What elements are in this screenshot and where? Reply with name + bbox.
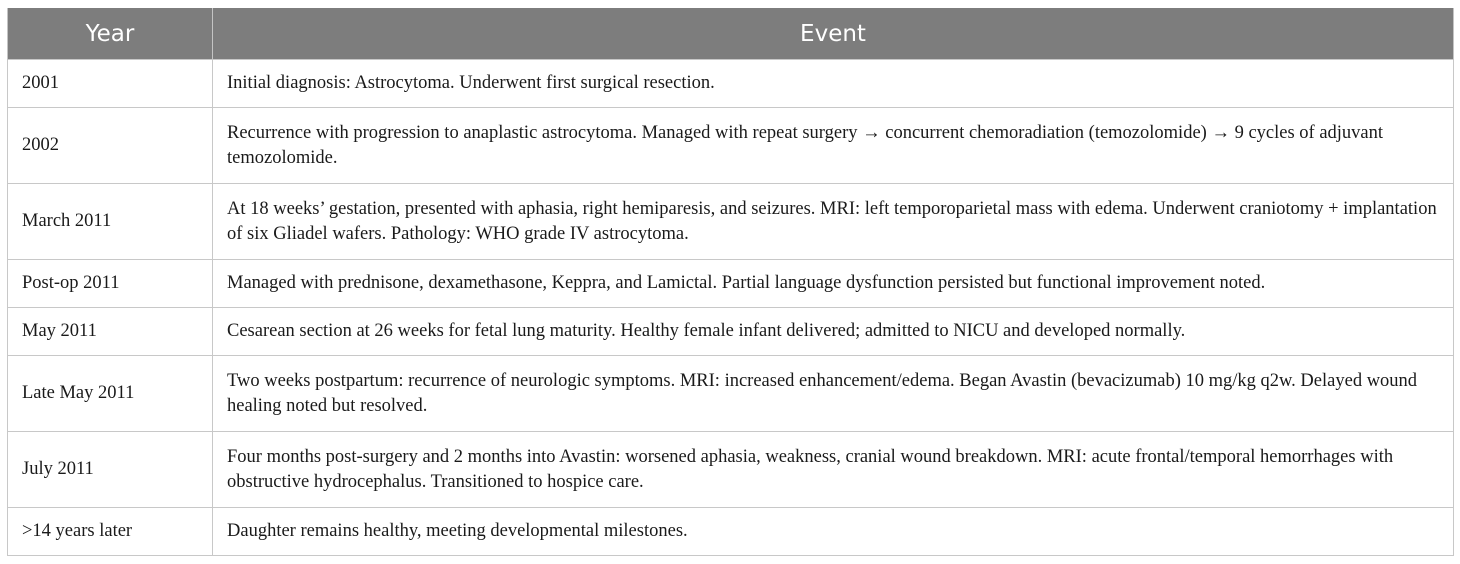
event-cell: Daughter remains healthy, meeting developmental milestones.	[213, 508, 1454, 556]
year-cell: July 2011	[8, 432, 213, 508]
year-cell: 2001	[8, 60, 213, 108]
event-cell: At 18 weeks’ gestation, presented with aphasia, right hemiparesis, and seizures. MRI: left temporoparietal mass with edema. Underwent craniotomy + implantation of six Gliadel wafers. Pathology: WHO grade IV astrocytoma.	[213, 184, 1454, 260]
year-cell: Post-op 2011	[8, 260, 213, 308]
table-row	[8, 108, 1454, 184]
event-cell: Cesarean section at 26 weeks for fetal lung maturity. Healthy female infant delivered; admitted to NICU and developed normally.	[213, 308, 1454, 356]
event-cell: Four months post-surgery and 2 months into Avastin: worsened aphasia, weakness, cranial wound breakdown. MRI: acute frontal/temporal hemorrhages with obstructive hydrocephalus. Transitioned to hospice care.	[213, 432, 1454, 508]
table-row	[8, 508, 1454, 556]
event-cell: Initial diagnosis: Astrocytoma. Underwent first surgical resection.	[213, 60, 1454, 108]
year-cell: May 2011	[8, 308, 213, 356]
timeline-table-container	[7, 8, 1453, 556]
header-row	[8, 8, 1454, 60]
event-cell: Two weeks postpartum: recurrence of neurologic symptoms. MRI: increased enhancement/edema. Began Avastin (bevacizumab) 10 mg/kg q2w. Delayed wound healing noted but resolved.	[213, 356, 1454, 432]
event-cell: Recurrence with progression to anaplastic astrocytoma. Managed with repeat surgery → concurrent chemoradiation (temozolomide) → 9 cycles of adjuvant temozolomide.	[213, 108, 1454, 184]
event-cell: Managed with prednisone, dexamethasone, Keppra, and Lamictal. Partial language dysfunction persisted but functional improvement noted.	[213, 260, 1454, 308]
table-row	[8, 356, 1454, 432]
table-row	[8, 184, 1454, 260]
year-cell: 2002	[8, 108, 213, 184]
year-column-header: Year	[8, 8, 213, 60]
table-row	[8, 308, 1454, 356]
year-cell: >14 years later	[8, 508, 213, 556]
timeline-table	[7, 8, 1454, 556]
table-row	[8, 260, 1454, 308]
year-cell: Late May 2011	[8, 356, 213, 432]
year-cell: March 2011	[8, 184, 213, 260]
table-row	[8, 432, 1454, 508]
event-column-header: Event	[213, 8, 1454, 60]
table-row	[8, 60, 1454, 108]
